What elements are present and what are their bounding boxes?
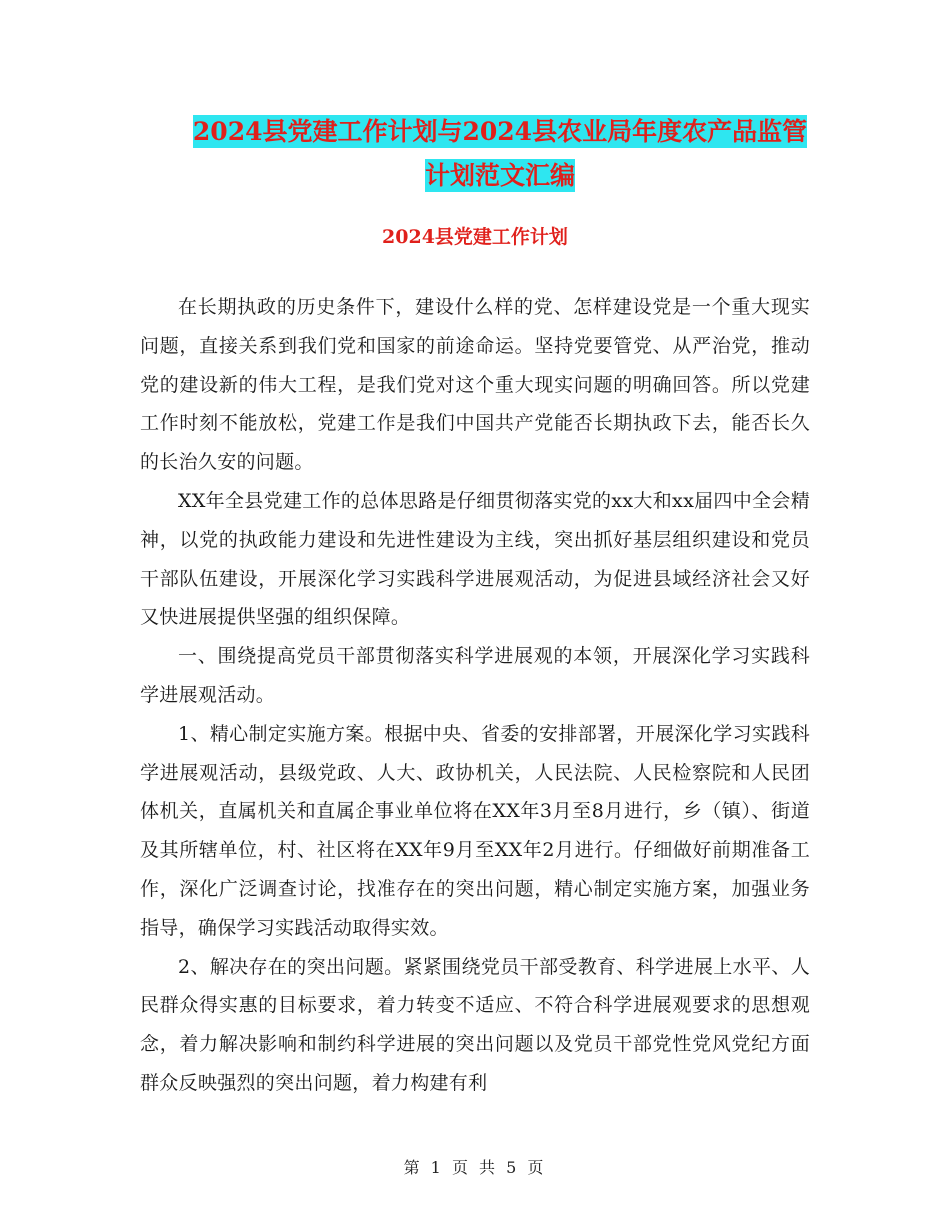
paragraph-overall-approach: XX年全县党建工作的总体思路是仔细贯彻落实党的xx大和xx届四中全会精神，以党的执政能力建设和先进性建设为主线，突出抓好基层组织建设和党员干部队伍建设，开展深化学习实践科学进展观活动，为促进县域经济社会又好又快进展提供坚强的组织保障。: [140, 489, 810, 629]
document-title: [140, 110, 860, 198]
paragraph-item-2: 2、解决存在的突出问题。紧紧围绕党员干部受教育、科学进展上水平、人民群众得实惠的目标要求，着力转变不适应、不符合科学进展观要求的思想观念，着力解决影响和制约科学进展的突出问题以及党员干部党性党风党纪方面群众反映强烈的突出问题，着力构建有利: [140, 955, 810, 1094]
document-title-line-1: 2024县党建工作计划与2024县农业局年度农产品监管: [192, 117, 808, 146]
section-title: 2024县党建工作计划: [382, 226, 568, 248]
document-title-line-2: 计划范文汇编: [424, 161, 575, 190]
paragraph-intro: 在长期执政的历史条件下，建设什么样的党、怎样建设党是一个重大现实问题，直接关系到我们党和国家的前途命运。坚持党要管党、从严治党，推动党的建设新的伟大工程，是我们党对这个重大现实问题的明确回答。所以党建工作时刻不能放松，党建工作是我们中国共产党能否长期执政下去，能否长久的长治久安的问题。: [140, 296, 810, 474]
paragraph-item-1: 1、精心制定实施方案。根据中央、省委的安排部署，开展深化学习实践科学进展观活动，县级党政、人大、政协机关，人民法院、人民检察院和人民团体机关，直属机关和直属企事业单位将在XX年3月至8月进行，乡（镇）、街道及其所辖单位，村、社区将在XX年9月至XX年2月进行。仔细做好前期准备工作，深化广泛调查讨论，找准存在的突出问题，精心制定实施方案，加强业务指导，确保学习实践活动取得实效。: [140, 722, 810, 939]
document-body: [140, 288, 810, 1103]
page-number-footer: 第 1 页 共 5 页: [403, 1158, 547, 1177]
paragraph-heading-one: 一、围绕提高党员干部贯彻落实科学进展观的本领，开展深化学习实践科学进展观活动。: [140, 645, 810, 706]
